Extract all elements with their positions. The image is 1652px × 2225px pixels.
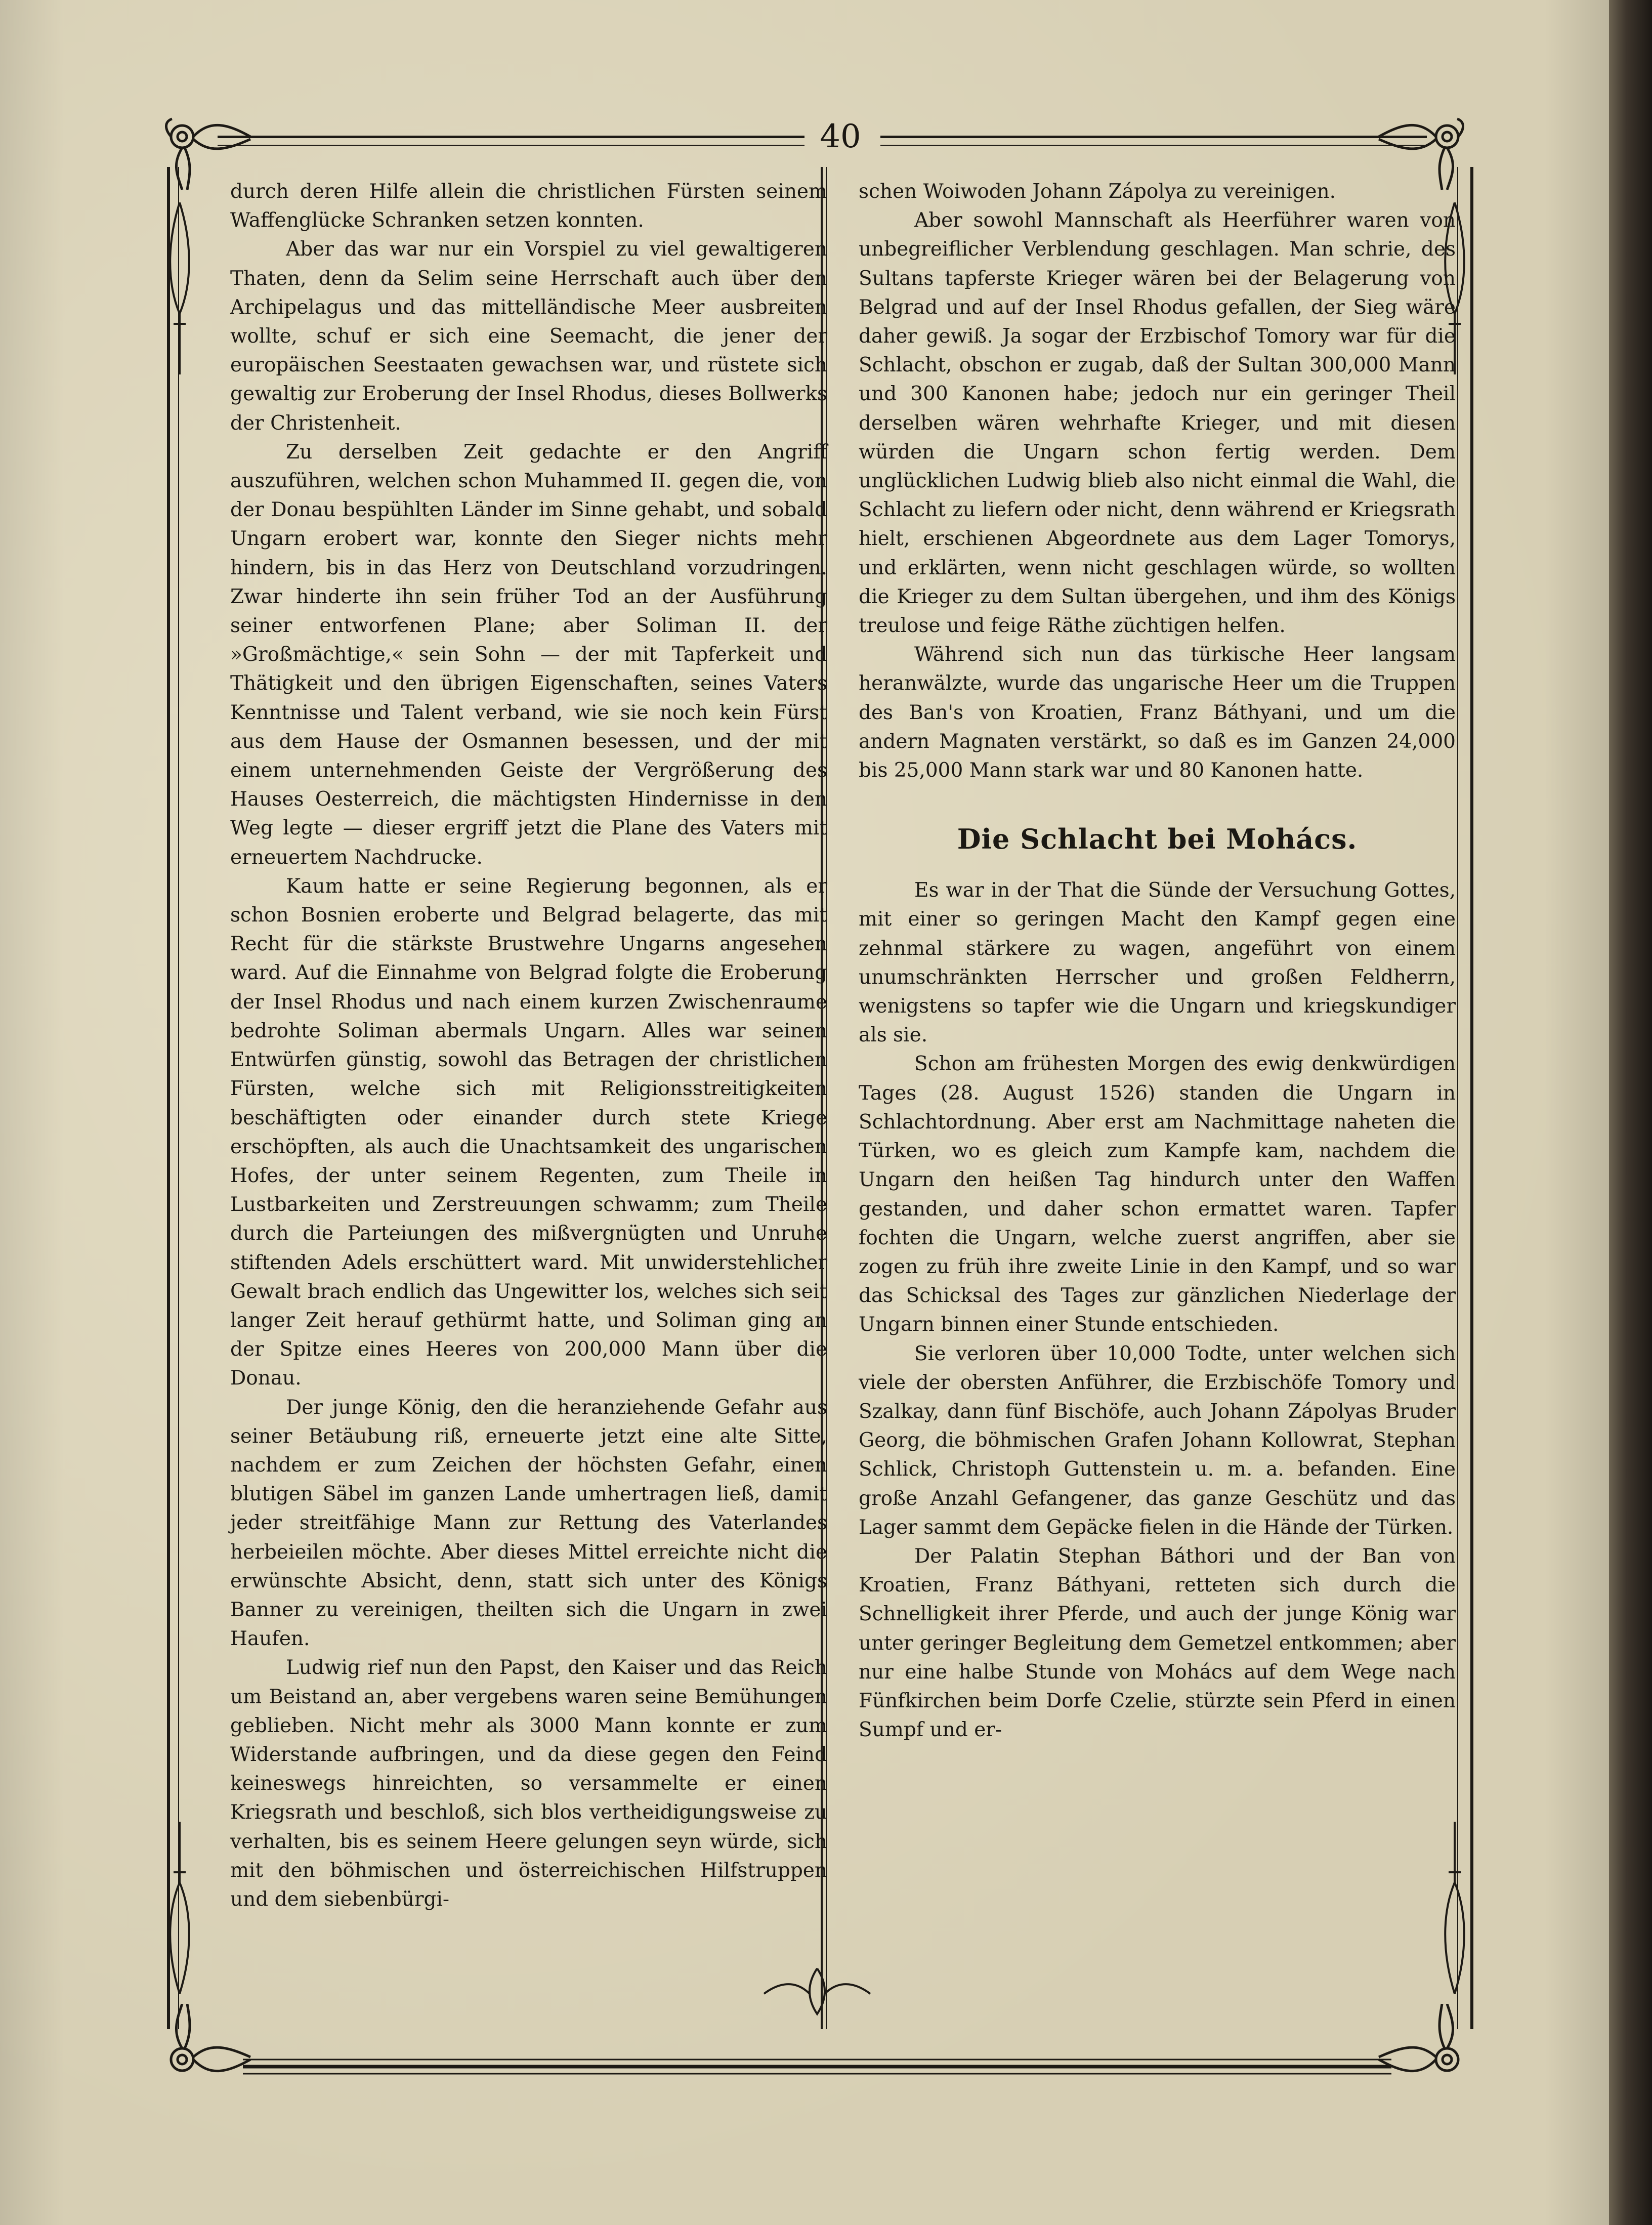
page-number: 40 [820, 118, 861, 155]
paragraph: Zu derselben Zeit gedachte er den Angriff auszuführen, welchen schon Muhammed II. gegen die, von der Donau bespühlten Länder im Sinne gehabt, und sobald Ungarn erobert war, konnte den Sieger nichts mehr hindern, bis in das Herz von Deutschland vorzudringen. Zwar hinderte ihn sein früher Tod an der Ausführung seiner entworfenen Plane; aber Soliman II. der »Großmächtige,« sein Sohn — der mit Tapferkeit und Thätigkeit und den übrigen Eigenschaften, seines Vaters Kenntnisse und Talent verband, wie sie noch kein Fürst aus dem Hause der Osmannen besessen, und der mit einem unternehmenden Geiste der Vergrößerung des Hauses Oesterreich, die mächtigsten Hindernisse in den Weg legte — dieser ergriff jetzt die Plane des Vaters mit erneuertem Nachdrucke. [230, 440, 827, 869]
side-ornament-top-left [164, 202, 195, 374]
bottom-rule [243, 2049, 1391, 2080]
right-column [859, 177, 1456, 1744]
section-heading: Die Schlacht bei Mohács. [957, 823, 1358, 856]
top-rule-left-thin [218, 145, 804, 146]
binding-edge [1609, 0, 1652, 2225]
top-rule-right [880, 136, 1427, 138]
paragraph: Aber sowohl Mannschaft als Heerführer waren von unbegreiflicher Verblendung geschlagen. Man schrie, des Sultans tapferste Krieger wären bei der Belagerung von Belgrad und auf der Insel Rhodus gefallen, der Sieg wäre daher gewiß. Ja sogar der Erzbischof Tomory war für die Schlacht, obschon er zugab, daß der Sultan 300,000 Mann und 300 Kanonen habe; jedoch nur ein geringer Theil derselben wären wehrhafte Krieger, und mit diesen würden die Ungarn schon fertig werden. Dem unglücklichen Ludwig blieb also nicht einmal die Wahl, die Schlacht zu liefern oder nicht, denn während er Kriegsrath hielt, erschienen Abgeordnete aus dem Lager Tomorys, und erklärten, wenn nicht geschlagen würde, so wollten die Krieger zu dem Sultan übergehen, und ihm des Königs treulose und feige Räthe züchtigen helfen. [859, 209, 1456, 638]
paragraph: Schon am frühesten Morgen des ewig denkwürdigen Tages (28. August 1526) standen die Ungarn in Schlachtordnung. Aber erst am Nachmittage naheten die Türken, wo es gleich zum Kampfe kam, nachdem die Ungarn den heißen Tag hindurch unter den Waffen gestanden, und daher schon ermattet waren. Tapfer fochten die Ungarn, welche zuerst angriffen, aber sie zogen zu früh ihre zweite Linie in den Kampf, und so war das Schicksal des Tages zur gänzlichen Niederlage der Ungarn binnen einer Stunde entschieden. [859, 1053, 1456, 1336]
paragraph: Der Palatin Stephan Báthori und der Ban von Kroatien, Franz Báthyani, retteten sich durch die Schnelligkeit ihrer Pferde, und auch der junge König war unter geringer Begleitung dem Gemetzel entkommen; aber nur eine halbe Stunde von Mohács auf dem Wege nach Fünfkirchen beim Dorfe Czelie, stürzte sein Pferd in einen Sumpf und er- [859, 1544, 1456, 1742]
center-ornament-bottom [759, 1963, 875, 2024]
left-column [230, 177, 827, 1914]
paragraph: Ludwig rief nun den Papst, den Kaiser und das Reich um Beistand an, aber vergebens waren seine Bemühungen geblieben. Nicht mehr als 3000 Mann konnte er zum Widerstande aufbringen, und da diese gegen den Feind keineswegs hinreichten, so versammelte er einen Kriegsrath und beschloß, sich blos vertheidigungsweise zu verhalten, bis es seinem Heere gelungen seyn würde, sich mit den böhmischen und österreichischen Hilfstruppen und dem siebenbürgi- [230, 1656, 827, 1911]
paragraph: schen Woiwoden Johann Zápolya zu vereinigen. [859, 180, 1336, 203]
paragraph: Aber das war nur ein Vorspiel zu viel gewaltigeren Thaten, denn da Selim seine Herrschaft auch über den Archipelagus und das mittelländische Meer ausbreiten wollte, schuf er sich eine Seemacht, die jener der europäischen Seestaaten gewachsen war, und rüstete sich gewaltig zur Eroberung der Insel Rhodus, dieses Bollwerks der Christenheit. [230, 238, 827, 435]
side-ornament-bottom-left [164, 1822, 195, 1994]
paragraph: Kaum hatte er seine Regierung begonnen, als er schon Bosnien eroberte und Belgrad belagerte, das mit Recht für die stärkste Brustwehre Ungarns angesehen ward. Auf die Einnahme von Belgrad folgte die Eroberung der Insel Rhodus und nach einem kurzen Zwischenraume bedrohte Soliman abermals Ungarn. Alles war seinen Entwürfen günstig, sowohl das Betragen der christlichen Fürsten, welche sich mit Religionsstreitigkeiten beschäftigten oder einander durch stete Kriege erschöpften, als auch die Unachtsamkeit des ungarischen Hofes, der unter seinem Regenten, zum Theile in Lustbarkeiten und Zerstreuungen schwamm; zum Theile durch die Parteiungen des mißvergnügten und Unruhe stiftenden Adels erschüttert ward. Mit unwiderstehlicher Gewalt brach endlich das Ungewitter los, welches sich seit langer Zeit herauf gethürmt hatte, und Soliman ging an der Spitze eines Heeres von 200,000 Mann über die Donau. [230, 874, 827, 1390]
paragraph: Der junge König, den die heranziehende Gefahr aus seiner Betäubung riß, erneuerte jetzt eine alte Sitte, nachdem er zum Zeichen der höchsten Gefahr, einen blutigen Säbel im ganzen Lande umhertragen ließ, damit jeder streitfähige Mann zur Rettung des Vaterlandes herbeieilen möchte. Aber dieses Mittel erreichte nicht die erwünschte Absicht, denn, statt sich unter des Königs Banner zu vereinigen, theilten sich die Ungarn in zwei Haufen. [230, 1396, 827, 1651]
top-rule-left [218, 136, 804, 138]
side-ornament-bottom-right [1439, 1822, 1470, 1994]
paragraph: durch deren Hilfe allein die christlichen Fürsten seinem Waffenglücke Schranken setzen konnten. [230, 180, 827, 232]
paragraph: Während sich nun das türkische Heer langsam heranwälzte, wurde das ungarische Heer um die Truppen des Ban's von Kroatien, Franz Báthyani, und um die andern Magnaten verstärkt, so daß es im Ganzen 24,000 bis 25,000 Mann stark war und 80 Kanonen hatte. [859, 643, 1456, 782]
corner-ornament-bottom-left [162, 2004, 253, 2090]
paragraph: Es war in der That die Sünde der Versuchung Gottes, mit einer so geringen Macht den Kampf gegen eine zehnmal stärkere zu wagen, angeführt von einem unumschränkten Herrscher und großen Feldherrn, wenigstens so tapfer wie die Ungarn und kriegskundiger als sie. [859, 879, 1456, 1047]
paragraph: Sie verloren über 10,000 Todte, unter welchen sich viele der obersten Anführer, die Erzbischöfe Tomory und Szalkay, dann fünf Bischöfe, auch Johann Zápolyas Bruder Georg, die böhmischen Grafen Johann Kollowrat, Stephan Schlick, Christoph Guttenstein u. m. a. befanden. Eine große Anzahl Gefangener, das ganze Geschütz und das Lager sammt dem Gepäcke fielen in die Hände der Türken. [859, 1342, 1456, 1539]
top-rule-right-thin [880, 145, 1427, 146]
